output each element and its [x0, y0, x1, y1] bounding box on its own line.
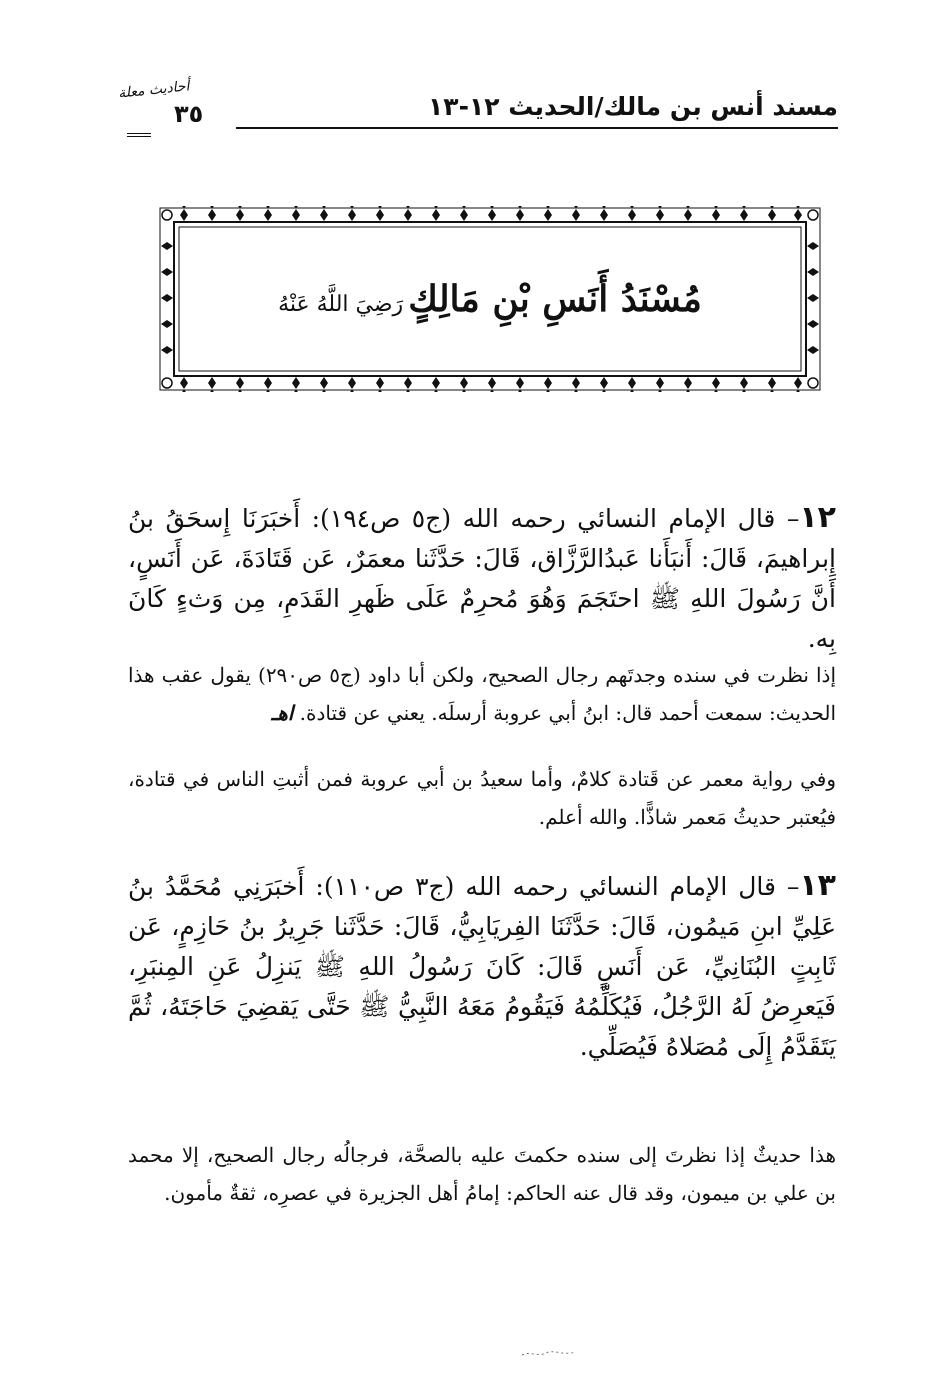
section-title — [158, 278, 822, 320]
section-title-main: مُسْنَدُ أَنَسِ بْنِ مَالِكٍ — [408, 278, 702, 320]
footer-scribble — [520, 1347, 580, 1361]
hadith-text: – قال الإمام النسائي رحمه الله (ج٥ ص١٩٤): أَخبَرَنَا إِسحَقُ بنُ إِبراهيمَ، قَالَ: أَنبَأَنا عَبدُالرَّزَّاق، قَالَ: حَدَّثَنا معمَرٌ، عَن قَتَادَةَ، عَن أَنَسٍ، أَنَّ رَسُولَ اللهِ ﷺ احتَجَمَ وَهُوَ مُحرِمٌ عَلَى ظَهرِ القَدَمِ، مِن وَثءٍ كَانَ بِه. — [128, 504, 836, 653]
hadith-13 — [128, 866, 836, 1067]
hadith-12-note-2 — [128, 760, 836, 836]
hadith-text: – قال الإمام النسائي رحمه الله (ج٣ ص١١٠): أَخبَرَنِي مُحَمَّدُ بنُ عَلِيِّ ابنِ مَيمُون، قَالَ: حَدَّثَنَا الفِريَابِيُّ، قَالَ: حَدَّثَنا جَرِيرُ بنُ حَازِمٍ، عَن ثَابِتٍ البُنَانِيِّ، عَن أَنَسٍ قَالَ: كَانَ رَسُولُ اللهِ ﷺ يَنزِلُ عَنِ المِنبَرِ، فَيَعرِضُ لَهُ الرَّجُلُ، فَيُكَلِّمُهُ فَيَقُومُ مَعَهُ النَّبِيُّ ﷺ حَتَّى يَقضِيَ حَاجَتَهُ، ثُمَّ يَتَقَدَّمُ إِلَى مُصَلاهُ فَيُصَلِّي. — [128, 872, 836, 1061]
hadith-13-note-1 — [128, 1136, 836, 1212]
hadith-number: ١٣ — [799, 868, 836, 903]
hadith-12-note-1 — [128, 656, 836, 732]
note-text: وفي رواية معمر عن قَتادة كلامٌ، وأما سعيدُ بن أبي عروبة فمن أثبتِ الناس في قتادة، فيُعتبر حديثُ مَعمر شاذًّا. والله أعلم. — [128, 767, 836, 829]
hadith-12 — [128, 498, 836, 659]
section-title-honorific: رَضِيَ اللَّهُ عَنْهُ — [278, 292, 404, 317]
running-header — [117, 78, 838, 138]
running-title: مسند أنس بن مالك/الحديث ١٢-١٣ — [428, 92, 838, 121]
note-text: إذا نظرت في سنده وجدتَهم رجال الصحيح، ولكن أبا داود (ج٥ ص٢٩٠) يقول عقب هذا الحديث: سمعت أحمد قال: ابنُ أبي عروبة أرسلَه. يعني عن قتادة. — [128, 663, 836, 725]
header-rule — [236, 127, 838, 129]
margin-note: أحاديث معلة — [117, 78, 191, 102]
page-number: ٣٥ — [174, 100, 204, 128]
page-number-rule — [127, 133, 151, 137]
section-title-frame — [158, 206, 822, 392]
footer-mark — [520, 1346, 580, 1365]
hadith-number: ١٢ — [799, 500, 836, 535]
note-end-mark: اهـ — [271, 701, 294, 725]
note-text: هذا حديثٌ إذا نظرتَ إلى سنده حكمتَ عليه بالصحَّة، فرجالُه رجال الصحيح، إلا محمد بن علي بن ميمون، وقد قال عنه الحاكم: إمامُ أهل الجزيرة في عصرِه، ثقةٌ مأمون. — [128, 1143, 836, 1205]
